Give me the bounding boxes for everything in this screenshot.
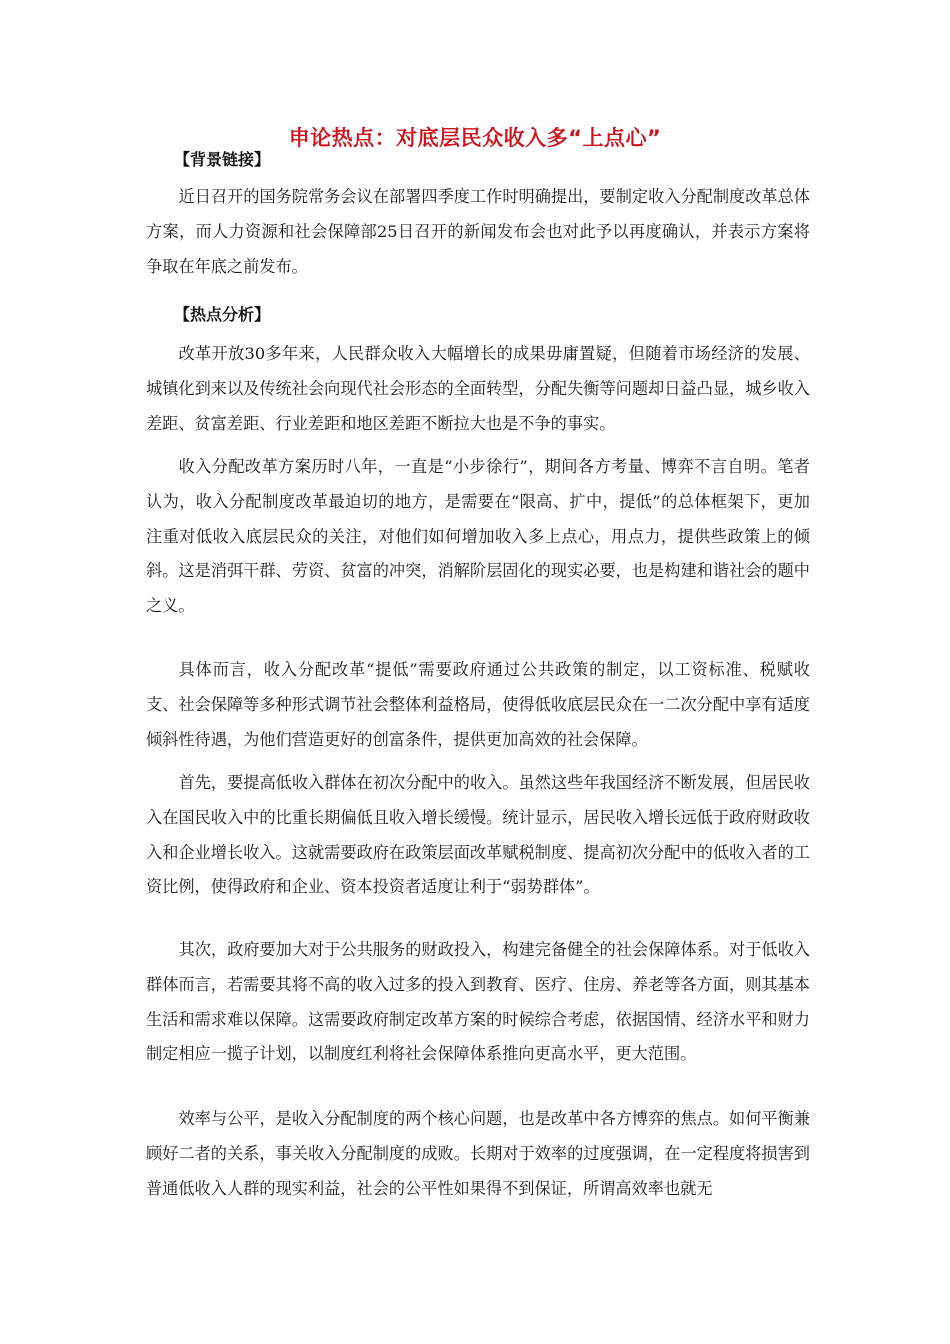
- section-heading-analysis: 【热点分析】: [174, 305, 271, 324]
- section-heading-background: 【背景链接】: [174, 150, 271, 169]
- paragraph-background: 近日召开的国务院常务会议在部署四季度工作时明确提出，要制定收入分配制度改革总体方案，而人力资源和社会保障部25日召开的新闻发布会也对此予以再度确认，并表示方案将争取在年底之前发布。: [146, 187, 810, 276]
- paragraph-analysis-1: 改革开放30多年来，人民群众收入大幅增长的成果毋庸置疑，但随着市场经济的发展、城镇化到来以及传统社会向现代社会形态的全面转型，分配失衡等问题却日益凸显，城乡收入差距、贫富差距、行业差距和地区差距不断拉大也是不争的事实。: [146, 344, 810, 433]
- paragraph-analysis-4: 首先，要提高低收入群体在初次分配中的收入。虽然这些年我国经济不断发展，但居民收入在国民收入中的比重长期偏低且收入增长缓慢。统计显示，居民收入增长远低于政府财政收入和企业增长收入。这就需要政府在政策层面改革赋税制度、提高初次分配中的低收入者的工资比例，使得政府和企业、资本投资者适度让利于“弱势群体”。: [146, 773, 810, 897]
- paragraph-analysis-5: 其次，政府要加大对于公共服务的财政投入，构建完备健全的社会保障体系。对于低收入群体而言，若需要其将不高的收入过多的投入到教育、医疗、住房、养老等各方面，则其基本生活和需求难以保障。这需要政府制定改革方案的时候综合考虑，依据国情、经济水平和财力制定相应一揽子计划，以制度红利将社会保障体系推向更高水平，更大范围。: [146, 940, 810, 1064]
- article-title: 申论热点：对底层民众收入多“上点心”: [288, 126, 662, 150]
- paragraph-analysis-2: 收入分配改革方案历时八年，一直是“小步徐行”，期间各方考量、博弈不言自明。笔者认为，收入分配制度改革最迫切的地方，是需要在“限高、扩中，提低”的总体框架下，更加注重对低收入底层民众的关注，对他们如何增加收入多上点心，用点力，提供些政策上的倾斜。这是消弭干群、劳资、贫富的冲突，消解阶层固化的现实必要，也是构建和谐社会的题中之义。: [146, 457, 810, 616]
- paragraph-analysis-3: 具体而言，收入分配改革“提低”需要政府通过公共政策的制定，以工资标准、税赋收支、社会保障等多种形式调节社会整体利益格局，使得低收底层民众在一二次分配中享有适度倾斜性待遇，为他们营造更好的创富条件，提供更加高效的社会保障。: [146, 660, 810, 749]
- paragraph-analysis-6: 效率与公平，是收入分配制度的两个核心问题，也是改革中各方博弈的焦点。如何平衡兼顾好二者的关系，事关收入分配制度的成败。长期对于效率的过度强调，在一定程度将损害到普通低收入人群的现实利益，社会的公平性如果得不到保证，所谓高效率也就无: [146, 1109, 810, 1198]
